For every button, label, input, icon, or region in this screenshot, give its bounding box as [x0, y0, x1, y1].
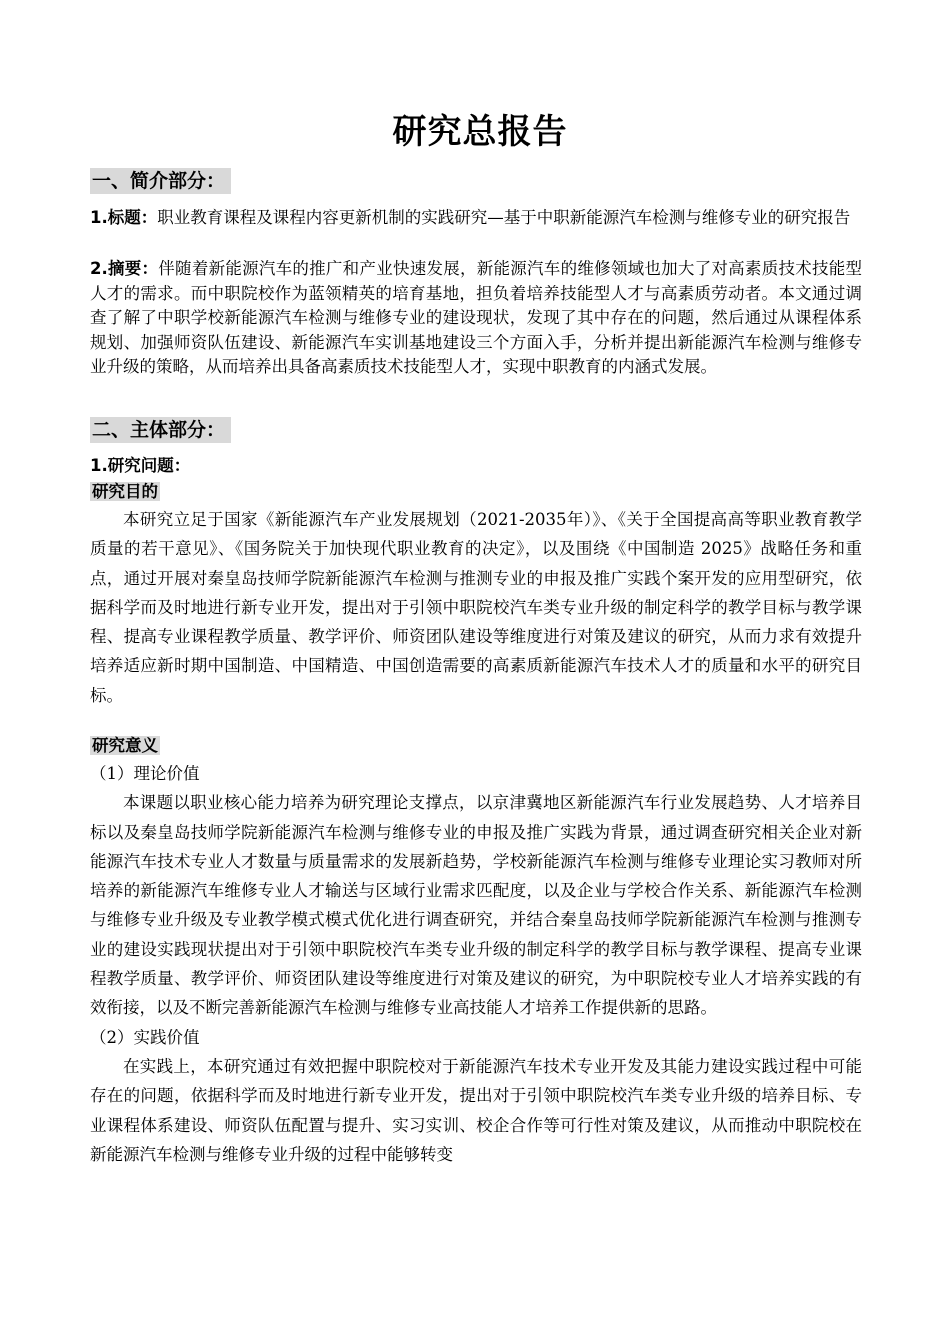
research-question-heading: 1.研究问题：: [90, 456, 191, 475]
practice-value-text: 在实践上，本研究通过有效把握中职院校对于新能源汽车技术专业开发及其能力建设实践过程中可能存在的问题，依据科学而及时地进行新专业开发，提出对于引领中职院校汽车类专业升级的培养目标、专业课程体系建设、师资队伍配置与提升、实习实训、校企合作等可行性对策及建议，从而推动中职院校在新能源汽车检测与维修专业升级的过程中能够转变: [90, 1056, 862, 1164]
abstract-paragraph: [90, 257, 862, 380]
abstract-text: 伴随着新能源汽车的推广和产业快速发展，新能源汽车的维修领域也加大了对高素质技术技能型人才的需求。而中职院校作为蓝领精英的培育基地，担负着培养技能型人才与高素质劳动者。本文通过调查了解了中职学校新能源汽车检测与维修专业的建设现状，发现了其中存在的问题，然后通过从课程体系规划、加强师资队伍建设、新能源汽车实训基地建设三个方面入手，分析并提出新能源汽车检测与维修专业升级的策略，从而培养出具备高素质技术技能型人才，实现中职教育的内涵式发展。: [90, 259, 863, 376]
intro-title-text: 职业教育课程及课程内容更新机制的实践研究—基于中职新能源汽车检测与维修专业的研究报告: [157, 208, 851, 227]
research-purpose-paragraph: [90, 505, 862, 710]
research-purpose-label: 研究目的: [92, 482, 158, 501]
research-purpose-heading: [90, 480, 160, 504]
page-title: 研究总报告: [392, 112, 568, 152]
research-meaning-label: 研究意义: [92, 736, 158, 755]
intro-title-paragraph: [90, 206, 862, 231]
research-purpose-text: 本研究立足于国家《新能源汽车产业发展规划（2021-2035年）》、《关于全国提高高等职业教育教学质量的若干意见》、《国务院关于加快现代职业教育的决定》，以及围绕《中国制造 2025》战略任务和重点，通过开展对秦皇岛技师学院新能源汽车检测与推测专业的申报及推广实践个案开发的应用型研究，依据科学而及时地进行新专业开发，提出对于引领中职院校汽车类专业升级的制定科学的教学目标与教学课程、提高专业课程教学质量、教学评价、师资团队建设等维度进行对策及建议的研究，从而力求有效提升培养适应新时期中国制造、中国精造、中国创造需要的高素质新能源汽车技术人才的质量和水平的研究目标。: [90, 510, 862, 705]
abstract-label: 2.摘要：: [90, 259, 159, 278]
theory-value-block: [90, 759, 862, 1169]
intro-title-label: 1.标题：: [90, 208, 158, 227]
section-heading-intro: 一、简介部分：: [90, 168, 231, 194]
research-meaning-heading: [90, 734, 160, 758]
theory-value-label: （1）理论价值: [90, 764, 200, 783]
section-heading-main: 二、主体部分：: [90, 417, 231, 443]
practice-value-label: （2）实践价值: [90, 1027, 200, 1047]
theory-value-text: 本课题以职业核心能力培养为研究理论支撑点，以京津冀地区新能源汽车行业发展趋势、人才培养目标以及秦皇岛技师学院新能源汽车检测与维修专业的申报及推广实践为背景，通过调查研究相关企业对新能源汽车技术专业人才数量与质量需求的发展新趋势，学校新能源汽车检测与维修专业理论实习教师对所培养的新能源汽车维修专业人才输送与区域行业需求匹配度，以及企业与学校合作关系、新能源汽车检测与维修专业升级及专业教学模式模式优化进行调查研究，并结合秦皇岛技师学院新能源汽车检测与推测专业的建设实践现状提出对于引领中职院校汽车类专业升级的制定科学的教学目标与教学课程、提高专业课程教学质量、教学评价、师资团队建设等维度进行对策及建议的研究，为中职院校专业人才培养实践的有效衔接，以及不断完善新能源汽车检测与维修专业高技能人才培养工作提供新的思路。: [90, 793, 862, 1018]
